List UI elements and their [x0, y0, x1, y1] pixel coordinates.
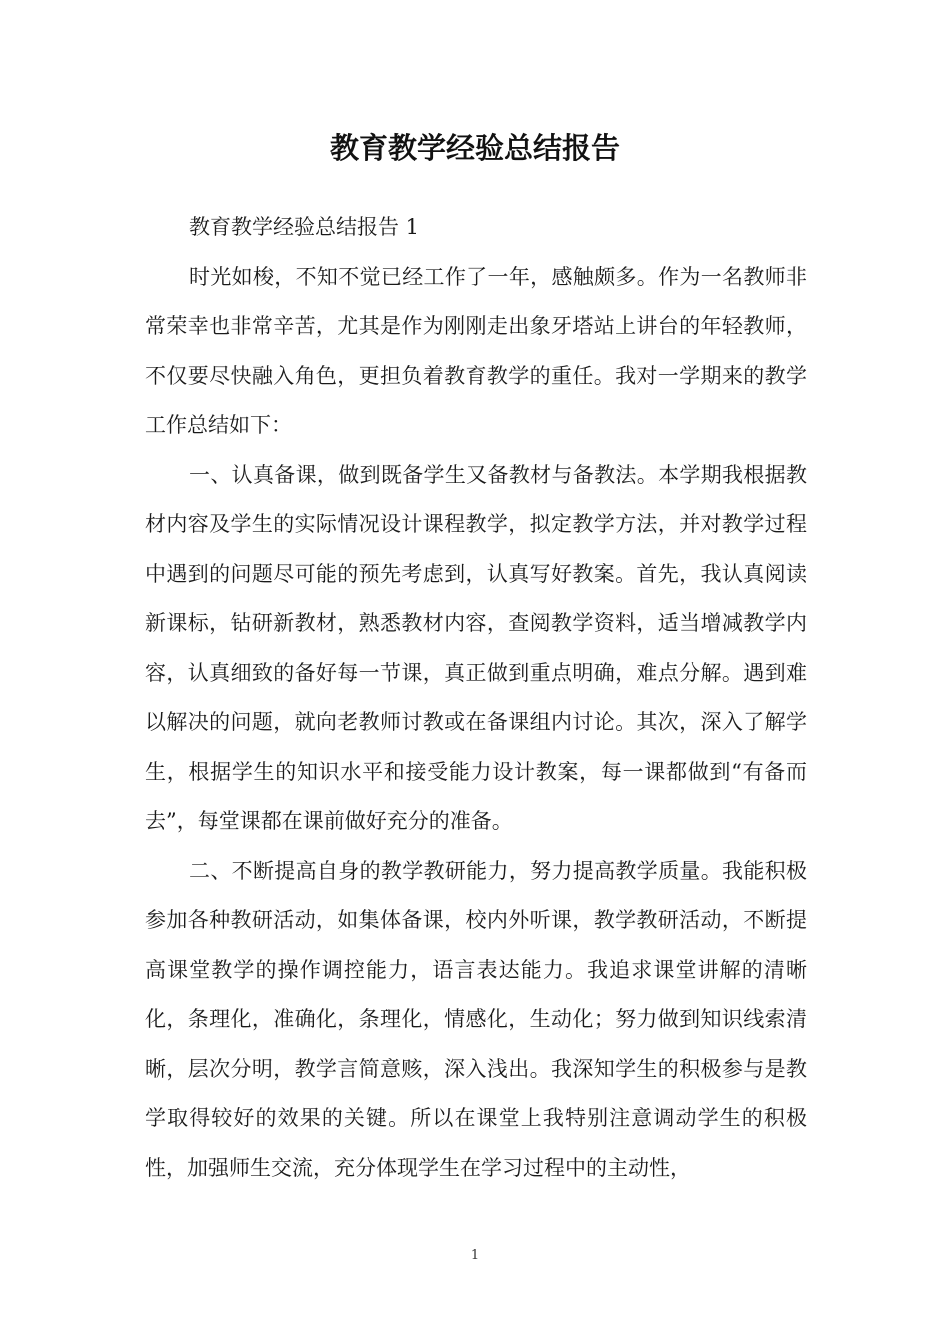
document-title: 教育教学经验总结报告: [329, 131, 620, 165]
page-number: 1: [470, 1248, 480, 1263]
section-heading: 教育教学经验总结报告 1: [189, 215, 420, 239]
document-body: [145, 203, 807, 1193]
body-paragraph-point-one: 一、认真备课，做到既备学生又备教材与备教法。本学期我根据教材内容及学生的实际情况设计课程教学，拟定教学方法，并对教学过程中遇到的问题尽可能的预先考虑到，认真写好教案。首先，我认真阅读新课标，钻研新教材，熟悉教材内容，查阅教学资料，适当增减教学内容，认真细致的备好每一节课，真正做到重点明确，难点分解。遇到难以解决的问题，就向老教师讨教或在备课组内讨论。其次，深入了解学生，根据学生的知识水平和接受能力设计教案，每一课都做到“有备而去”，每堂课都在课前做好充分的准备。: [145, 462, 807, 833]
body-paragraph-point-two: 二、不断提高自身的教学教研能力，努力提高教学质量。我能积极参加各种教研活动，如集体备课，校内外听课，教学教研活动，不断提高课堂教学的操作调控能力，语言表达能力。我追求课堂讲解的清晰化，条理化，准确化，条理化，情感化，生动化；努力做到知识线索清晰，层次分明，教学言简意赅，深入浅出。我深知学生的积极参与是教学取得较好的效果的关键。所以在课堂上我特别注意调动学生的积极性，加强师生交流，充分体现学生在学习过程中的主动性，: [145, 858, 807, 1180]
body-paragraph-intro: 时光如梭，不知不觉已经工作了一年，感触颇多。作为一名教师非常荣幸也非常辛苦，尤其是作为刚刚走出象牙塔站上讲台的年轻教师，不仅要尽快融入角色，更担负着教育教学的重任。我对一学期来的教学工作总结如下：: [145, 264, 807, 437]
